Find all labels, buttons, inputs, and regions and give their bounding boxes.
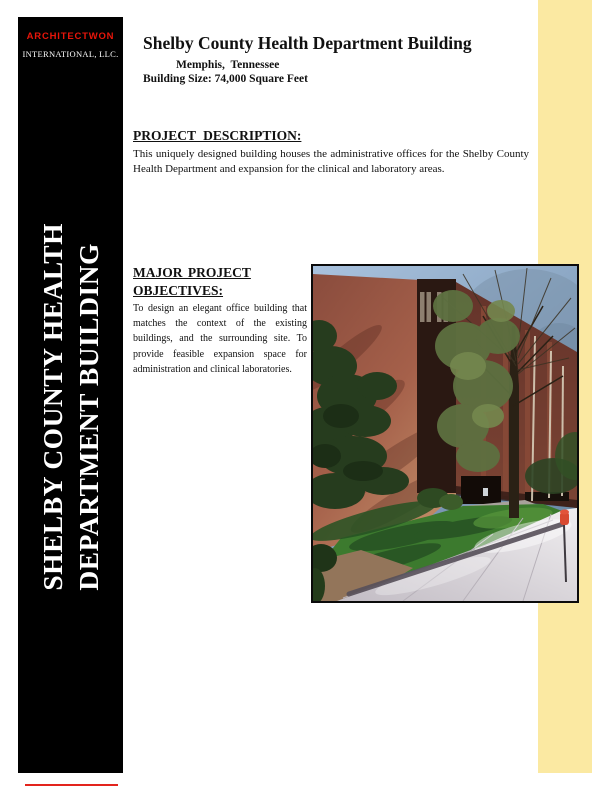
objectives-heading: MAJOR PROJECT OBJECTIVES: [133,265,251,298]
building-photo-illustration [313,266,577,601]
company-logo [18,31,123,59]
banner-line-2: DEPARTMENT BUILDING [72,243,104,591]
footer-red-rule [25,784,118,786]
project-location: Memphis, Tennessee [176,59,280,71]
page-title: Shelby County Health Department Building [143,33,472,53]
banner-line-1: SHELBY COUNTY HEALTH [36,223,68,591]
building-size: Building Size: 74,000 Square Feet [143,73,308,85]
company-logo-subtitle: INTERNATIONAL, LLC. [22,49,119,59]
project-description-body: This uniquely designed building houses the administrative offices for the Shelby County Health Department and expansion for the clinical and laboratory areas. [133,148,529,175]
photo-entrance [461,476,501,504]
vertical-project-banner [35,223,107,591]
project-description-heading: PROJECT DESCRIPTION: [133,128,302,143]
company-logo-name: ARCHITECTWON [26,31,115,42]
objectives-body: To design an elegant office building that matches the context of the existing buildings, and the surrounding site. To provide feasible expansion space for administration and clinical laboratories. [133,303,307,375]
left-black-sidebar [18,17,123,773]
building-photo [311,264,579,603]
